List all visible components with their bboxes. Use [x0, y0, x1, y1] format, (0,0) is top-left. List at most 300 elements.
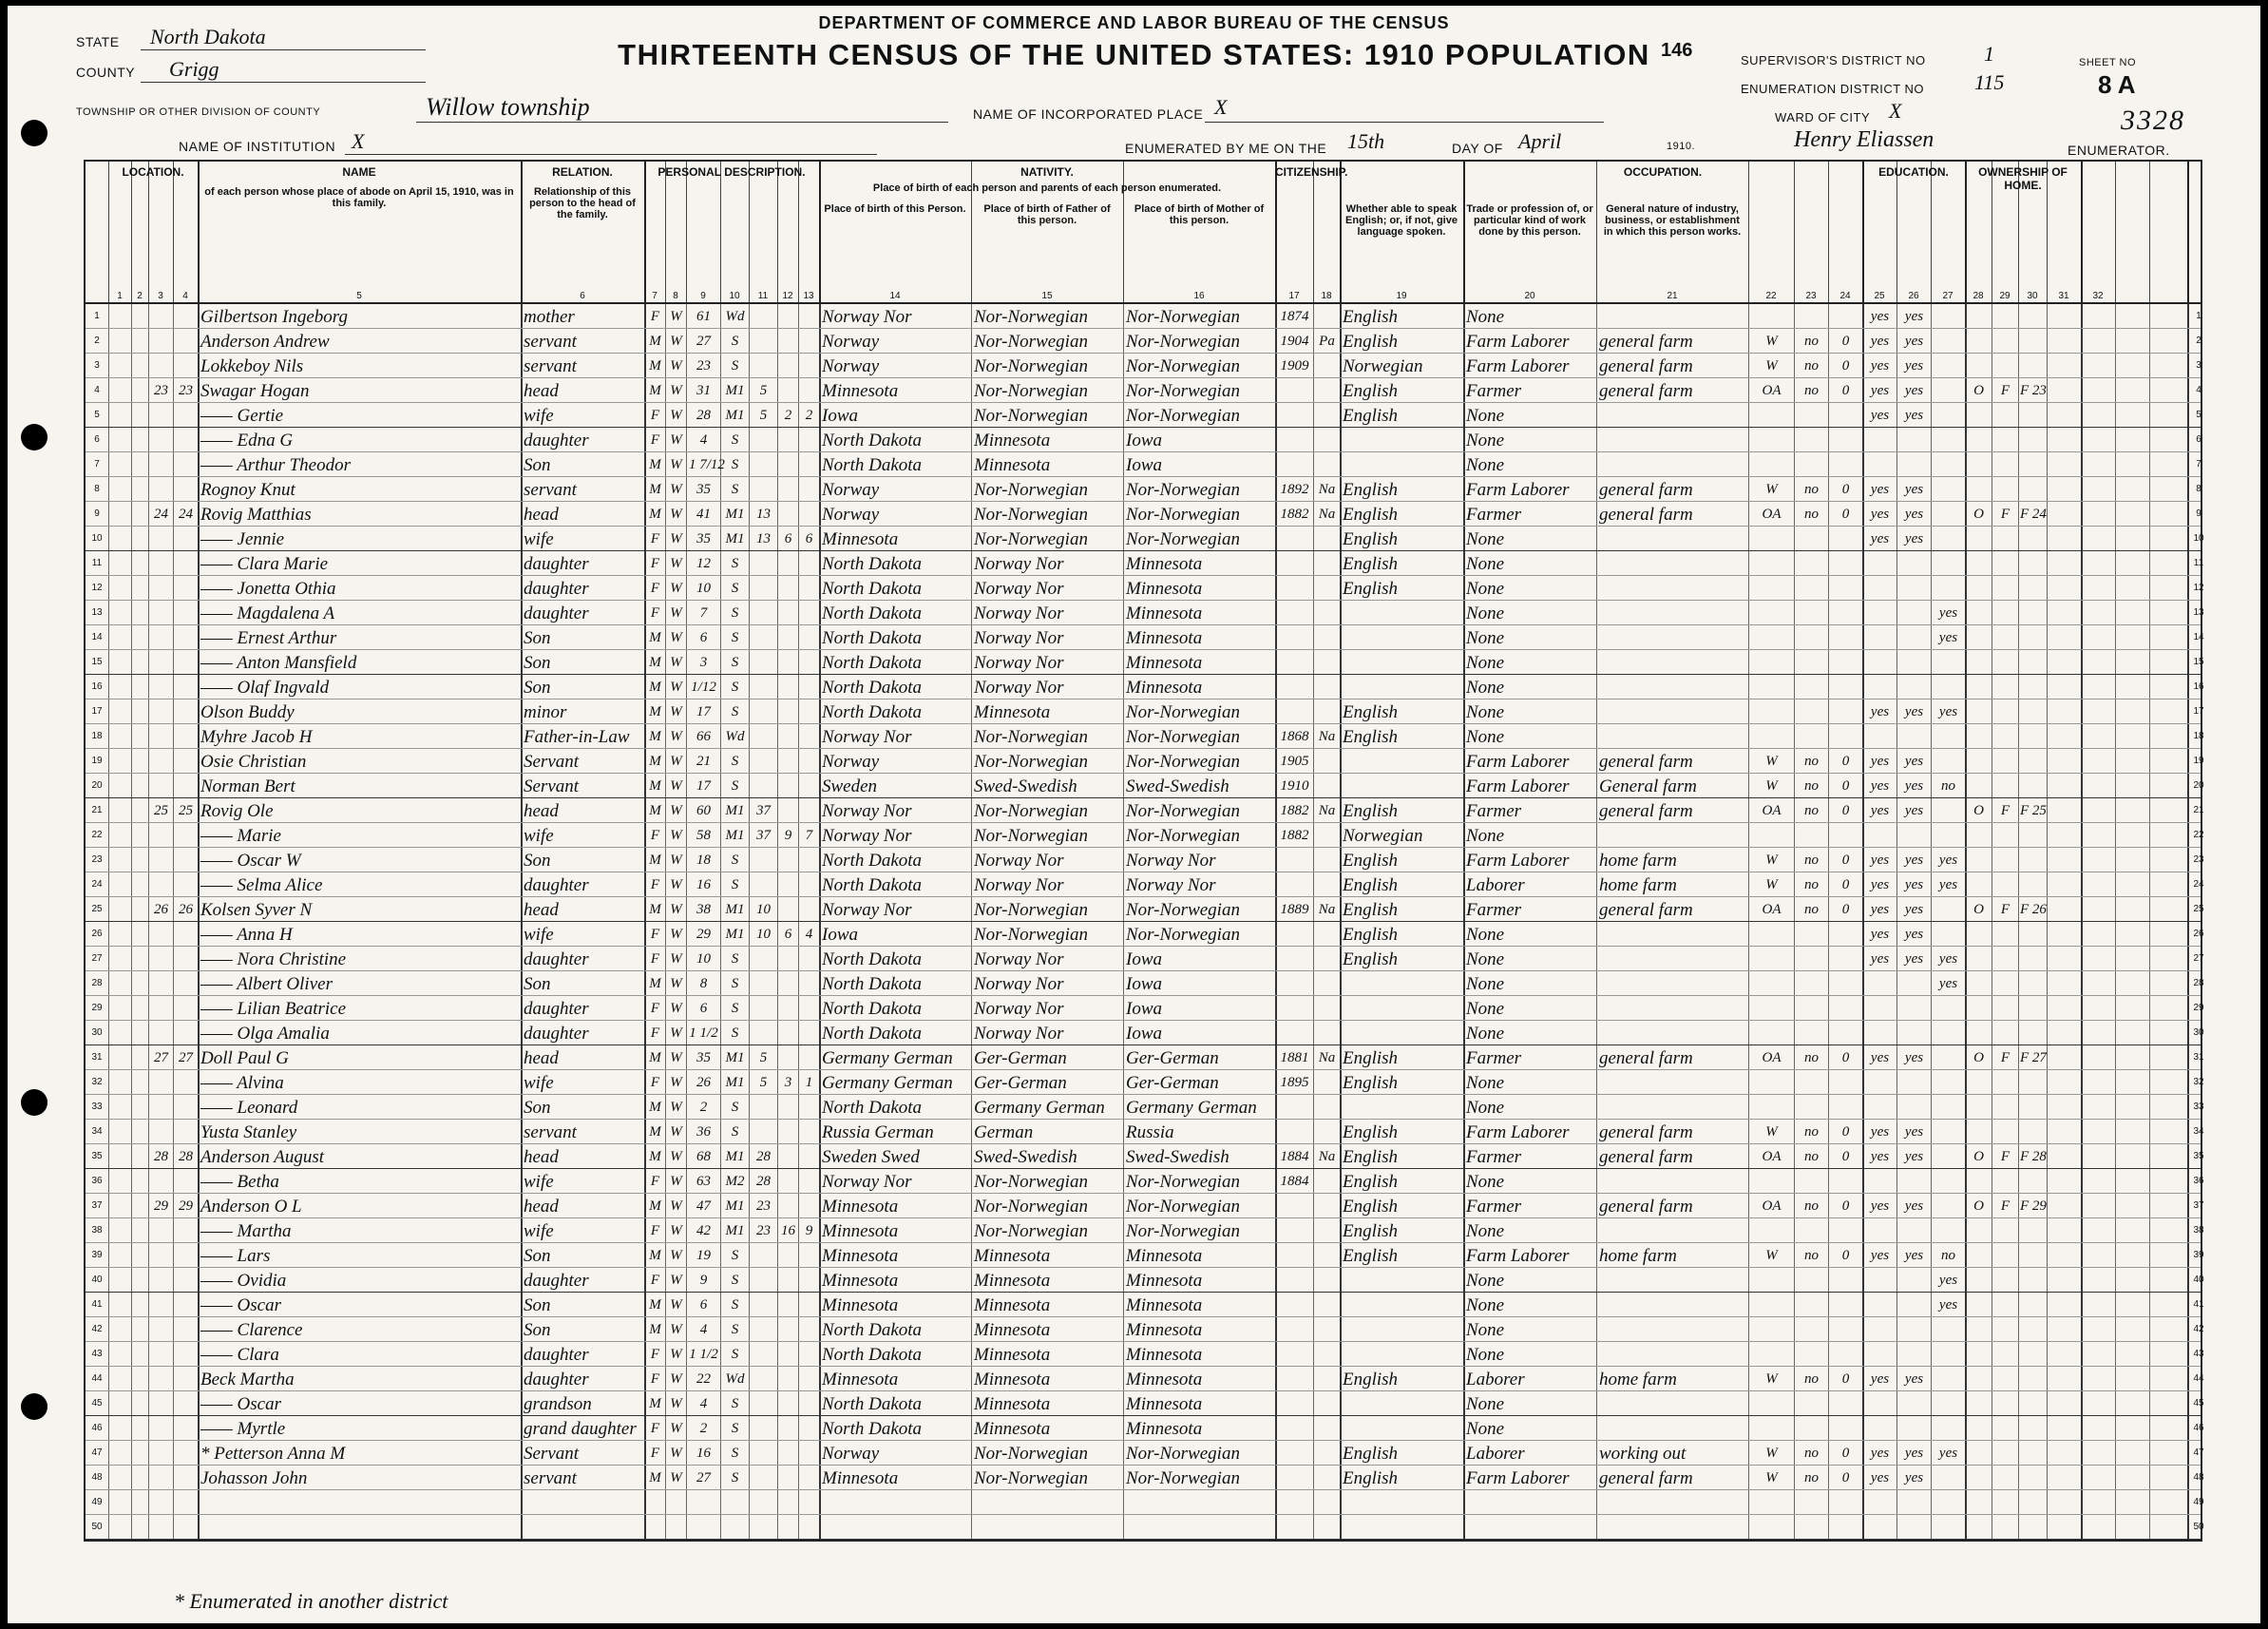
- cell-divider: [148, 378, 149, 402]
- cell-born: 16: [781, 1223, 795, 1238]
- cell-divider: [148, 354, 149, 377]
- cell-divider: [198, 428, 200, 451]
- cell-divider: [521, 551, 523, 575]
- cell-divider: [108, 576, 109, 600]
- cell-wks: 0: [1841, 877, 1850, 892]
- cell-divider: [1313, 971, 1314, 995]
- cell-divider: [798, 502, 799, 526]
- cell-divider: [2018, 922, 2019, 946]
- cell-divider: [1965, 403, 1967, 427]
- table-row: [86, 1391, 2204, 1416]
- cell-divider: [1748, 650, 1749, 674]
- county-value: Grigg: [169, 57, 219, 81]
- cell-name: —— Martha: [200, 1221, 292, 1241]
- cell-divider: [1862, 1045, 1864, 1069]
- cell-fm: F: [2000, 1198, 2011, 1214]
- cell-divider: [665, 872, 666, 896]
- cell-divider: [1965, 872, 1967, 896]
- cell-sex: F: [650, 828, 660, 843]
- cell-divider: [521, 625, 523, 649]
- cell-mbp: Nor-Norwegian: [1126, 480, 1240, 500]
- table-row: [86, 749, 2204, 774]
- cell-emp: OA: [1762, 1198, 1782, 1214]
- cell-mbp: Norway Nor: [1126, 851, 1216, 871]
- cell-divider: [1931, 576, 1932, 600]
- cell-divider: [1463, 428, 1465, 451]
- cell-divider: [1862, 551, 1864, 575]
- census-title: THIRTEENTH CENSUS OF THE UNITED STATES: 1910 POPULATION: [618, 38, 1650, 71]
- cell-ms: S: [731, 754, 739, 769]
- cell-divider: [173, 502, 174, 526]
- cell-bp: Minnesota: [822, 1271, 899, 1291]
- cell-yrs: 10: [756, 902, 771, 917]
- cell-divider: [665, 971, 666, 995]
- cell-divider: [1748, 1515, 1749, 1539]
- cell-divider: [1275, 428, 1277, 451]
- cell-name: —— Edna G: [200, 431, 294, 450]
- cell-wks: 0: [1841, 358, 1850, 374]
- cell-born: 2: [784, 408, 792, 423]
- cell-fbp: Minnesota: [974, 1370, 1051, 1389]
- column-divider: [198, 162, 200, 302]
- cell-divider: [1748, 798, 1749, 822]
- line-number: 35: [91, 1151, 103, 1161]
- cell-divider: [148, 452, 149, 476]
- cell-ms: S: [731, 976, 739, 991]
- cell-ms: Wd: [725, 729, 745, 744]
- cell-divider: [148, 477, 149, 501]
- cell-divider: [198, 922, 200, 946]
- cell-divider: [2081, 1466, 2083, 1489]
- cell-race: W: [670, 680, 682, 695]
- cell-divider: [1794, 1045, 1795, 1069]
- cell-divider: [686, 1416, 687, 1440]
- cell-race: W: [670, 1100, 682, 1115]
- cell-divider: [1896, 1293, 1897, 1316]
- cell-divider: [1275, 1317, 1277, 1341]
- cell-read: yes: [1870, 383, 1890, 398]
- cell-divider: [777, 798, 778, 822]
- cell-divider: [1931, 675, 1932, 699]
- cell-divider: [665, 996, 666, 1020]
- cell-divider: [819, 700, 821, 723]
- cell-mbp: Minnesota: [1126, 1345, 1203, 1365]
- cell-ind: General farm: [1599, 776, 1697, 796]
- cell-fbp: Nor-Norwegian: [974, 826, 1088, 846]
- cell-divider: [665, 700, 666, 723]
- cell-divider: [521, 1120, 523, 1143]
- cell-sch: yes: [1938, 704, 1958, 719]
- cell-divider: [1862, 1293, 1864, 1316]
- cell-divider: [148, 576, 149, 600]
- cell-yrs: 28: [756, 1149, 771, 1164]
- cell-ms: S: [731, 581, 739, 596]
- cell-divider: [108, 1490, 109, 1514]
- cell-yrs: 23: [756, 1223, 771, 1238]
- cell-divider: [1313, 378, 1314, 402]
- cell-divider: [1794, 1490, 1795, 1514]
- cell-name: Rovig Matthias: [200, 505, 312, 525]
- line-number: 35: [2193, 1151, 2204, 1161]
- cell-divider: [777, 1218, 778, 1242]
- cell-rel: wife: [524, 1221, 554, 1241]
- cell-divider: [521, 354, 523, 377]
- supervisor-label: SUPERVISOR'S DISTRICT NO: [1741, 53, 1926, 67]
- cell-divider: [1313, 1095, 1314, 1119]
- cell-divider: [198, 1317, 200, 1341]
- cell-divider: [2149, 1342, 2150, 1366]
- line-number: 13: [91, 607, 103, 618]
- cell-divider: [131, 329, 132, 353]
- cell-divider: [720, 477, 721, 501]
- cell-divider: [2047, 823, 2048, 847]
- cell-divider: [2149, 1490, 2150, 1514]
- cell-fbp: Nor-Norwegian: [974, 406, 1088, 426]
- column-divider: [131, 162, 132, 302]
- cell-divider: [644, 1218, 646, 1242]
- cell-divider: [1123, 1144, 1124, 1168]
- cell-divider: [971, 625, 972, 649]
- cell-divider: [665, 502, 666, 526]
- enumerated-label: ENUMERATED BY ME ON THE: [1125, 141, 1327, 156]
- cell-ms: S: [731, 704, 739, 719]
- cell-divider: [665, 1342, 666, 1366]
- table-row: [86, 1293, 2204, 1317]
- cell-divider: [1965, 774, 1967, 797]
- cell-divider: [644, 872, 646, 896]
- cell-divider: [2047, 1466, 2048, 1489]
- cell-divider: [686, 329, 687, 353]
- table-row: [86, 378, 2201, 403]
- cell-divider: [1931, 1466, 1932, 1489]
- cell-divider: [1965, 1070, 1967, 1094]
- table-row: [86, 1095, 2204, 1120]
- cell-divider: [1463, 1095, 1465, 1119]
- cell-divider: [1748, 1293, 1749, 1316]
- cell-write: yes: [1904, 1371, 1924, 1387]
- line-number: 20: [91, 780, 103, 791]
- cell-divider: [131, 1169, 132, 1193]
- cell-fm: F: [2000, 1050, 2011, 1065]
- cell-divider: [173, 1317, 174, 1341]
- cell-divider: [971, 1441, 972, 1465]
- cell-wks: 0: [1841, 1248, 1850, 1263]
- cell-dw: 23: [154, 383, 168, 398]
- cell-divider: [1275, 1342, 1277, 1366]
- cell-divider: [665, 1045, 666, 1069]
- cell-race: W: [670, 556, 682, 571]
- sheet-code: 146: [1661, 40, 1693, 61]
- cell-divider: [720, 1416, 721, 1440]
- cell-divider: [198, 971, 200, 995]
- cell-divider: [819, 1293, 821, 1316]
- cell-sex: F: [650, 1347, 660, 1362]
- cell-divider: [108, 724, 109, 748]
- cell-divider: [2018, 1416, 2019, 1440]
- cell-divider: [1794, 403, 1795, 427]
- cell-divider: [819, 1169, 821, 1193]
- cell-divider: [1123, 700, 1124, 723]
- cell-divider: [173, 1095, 174, 1119]
- cell-divider: [1965, 798, 1967, 822]
- cell-divider: [2115, 354, 2116, 377]
- cell-divider: [971, 798, 972, 822]
- cell-divider: [1931, 823, 1932, 847]
- cell-bp: Minnesota: [822, 1295, 899, 1315]
- cell-divider: [1931, 774, 1932, 797]
- cell-divider: [1828, 354, 1829, 377]
- cell-divider: [1748, 700, 1749, 723]
- cell-wks: 0: [1841, 383, 1850, 398]
- cell-divider: [1340, 650, 1342, 674]
- cell-divider: [686, 576, 687, 600]
- cell-fm: F: [2000, 1149, 2011, 1164]
- cell-divider: [131, 304, 132, 328]
- cell-divider: [1828, 1218, 1829, 1242]
- cell-divider: [644, 798, 646, 822]
- cell-divider: [1123, 749, 1124, 773]
- cell-divider: [1463, 1342, 1465, 1366]
- cell-age: 61: [696, 309, 711, 324]
- cell-bp: North Dakota: [822, 999, 923, 1019]
- cell-divider: [1931, 1218, 1932, 1242]
- cell-divider: [521, 527, 523, 550]
- cell-divider: [1275, 1441, 1277, 1465]
- cell-unemp: no: [1804, 1124, 1819, 1140]
- cell-divider: [1794, 872, 1795, 896]
- cell-divider: [1596, 996, 1597, 1020]
- stamp-number: 3328: [2121, 105, 2185, 136]
- line-number: 1: [2196, 311, 2201, 321]
- relation-heading: RELATION.: [552, 165, 613, 179]
- cell-bp: North Dakota: [822, 702, 923, 722]
- cell-divider: [777, 527, 778, 550]
- cell-divider: [686, 947, 687, 970]
- cell-age: 26: [696, 1075, 711, 1090]
- cell-ms: S: [731, 630, 739, 645]
- cell-divider: [1965, 625, 1967, 649]
- cell-occ: None: [1466, 579, 1505, 599]
- cell-read: yes: [1870, 358, 1890, 374]
- cell-divider: [521, 650, 523, 674]
- cell-lang: English: [1343, 1197, 1399, 1217]
- cell-bp: Iowa: [822, 406, 858, 426]
- cell-divider: [1828, 798, 1829, 822]
- cell-divider: [1931, 749, 1932, 773]
- cell-ind: general farm: [1599, 1122, 1693, 1142]
- cell-divider: [749, 1218, 750, 1242]
- cell-divider: [720, 798, 721, 822]
- cell-age: 29: [696, 927, 711, 942]
- cell-divider: [198, 1194, 200, 1217]
- cell-mbp: Nor-Norwegian: [1126, 752, 1240, 772]
- cell-divider: [1596, 1120, 1597, 1143]
- cell-divider: [1862, 724, 1864, 748]
- cell-divider: [1794, 1391, 1795, 1415]
- cell-divider: [131, 823, 132, 847]
- cell-name: —— Oscar W: [200, 851, 301, 871]
- cell-read: yes: [1870, 778, 1890, 794]
- cell-divider: [1340, 1317, 1342, 1341]
- cell-divider: [173, 452, 174, 476]
- cell-sex: F: [650, 877, 660, 892]
- footnote: * Enumerated in another district: [174, 1589, 448, 1613]
- cell-divider: [148, 1441, 149, 1465]
- cell-divider: [2081, 749, 2083, 773]
- cell-divider: [1313, 1194, 1314, 1217]
- cell-divider: [1275, 774, 1277, 797]
- cell-divider: [1596, 1144, 1597, 1168]
- cell-divider: [1596, 1194, 1597, 1217]
- cell-bp: North Dakota: [822, 653, 923, 673]
- cell-divider: [148, 947, 149, 970]
- cell-divider: [1596, 1095, 1597, 1119]
- cell-divider: [644, 1515, 646, 1539]
- cell-divider: [148, 1045, 149, 1069]
- cell-divider: [665, 650, 666, 674]
- cell-divider: [1340, 1367, 1342, 1390]
- cell-divider: [521, 477, 523, 501]
- cell-race: W: [670, 828, 682, 843]
- cell-divider: [1965, 823, 1967, 847]
- cell-divider: [2081, 1268, 2083, 1292]
- cell-divider: [1463, 1317, 1465, 1341]
- cell-divider: [819, 1466, 821, 1489]
- cell-divider: [1828, 947, 1829, 970]
- cell-divider: [644, 403, 646, 427]
- cell-occ: None: [1466, 628, 1505, 648]
- cell-divider: [686, 1268, 687, 1292]
- cell-divider: [2115, 1293, 2116, 1316]
- cell-divider: [173, 527, 174, 550]
- cell-divider: [2018, 1218, 2019, 1242]
- cell-divider: [749, 576, 750, 600]
- cell-divider: [1862, 1342, 1864, 1366]
- cell-divider: [1862, 576, 1864, 600]
- cell-race: W: [670, 1347, 682, 1362]
- cell-divider: [1596, 1317, 1597, 1341]
- cell-divider: [2018, 1466, 2019, 1489]
- cell-age: 41: [696, 507, 711, 522]
- cell-divider: [1275, 848, 1277, 872]
- cell-divider: [819, 1243, 821, 1267]
- table-row: [86, 1243, 2204, 1268]
- cell-divider: [1463, 1243, 1465, 1267]
- cell-divider: [1313, 823, 1314, 847]
- cell-divider: [798, 1045, 799, 1069]
- cell-divider: [686, 1342, 687, 1366]
- cell-divider: [1275, 304, 1277, 328]
- line-number: 19: [2193, 756, 2204, 766]
- cell-emp: OA: [1762, 507, 1782, 522]
- cell-nat: Na: [1318, 1050, 1336, 1065]
- cell-rel: servant: [524, 356, 577, 376]
- column-divider: [173, 162, 174, 302]
- cell-bp: Norway Nor: [822, 727, 912, 747]
- cell-divider: [1896, 354, 1897, 377]
- column-divider: [521, 162, 523, 302]
- cell-read: yes: [1870, 853, 1890, 868]
- cell-divider: [521, 1194, 523, 1217]
- cell-divider: [749, 996, 750, 1020]
- cell-ind: general farm: [1599, 752, 1693, 772]
- cell-divider: [1123, 452, 1124, 476]
- cell-divider: [720, 1095, 721, 1119]
- cell-sch: yes: [1938, 630, 1958, 645]
- cell-divider: [2115, 1021, 2116, 1044]
- cell-fbp: Nor-Norwegian: [974, 925, 1088, 945]
- cell-divider: [1896, 502, 1897, 526]
- cell-read: yes: [1870, 927, 1890, 942]
- cell-rel: daughter: [524, 1345, 589, 1365]
- cell-divider: [2081, 601, 2083, 624]
- line-number: 7: [94, 459, 100, 470]
- cell-divider: [686, 378, 687, 402]
- cell-divider: [819, 502, 821, 526]
- cell-divider: [1794, 774, 1795, 797]
- cell-divider: [1931, 1045, 1932, 1069]
- cell-ms: S: [731, 877, 739, 892]
- column-number: 29: [1999, 291, 2011, 301]
- cell-lang: English: [1343, 480, 1399, 500]
- cell-mbp: Nor-Norwegian: [1126, 900, 1240, 920]
- cell-divider: [1340, 848, 1342, 872]
- cell-divider: [2047, 996, 2048, 1020]
- cell-bp: Norway: [822, 752, 880, 772]
- cell-divider: [131, 947, 132, 970]
- cell-sex: F: [650, 531, 660, 546]
- cell-occ: None: [1466, 554, 1505, 574]
- cell-wks: 0: [1841, 507, 1850, 522]
- cell-name: Swagar Hogan: [200, 381, 310, 401]
- cell-divider: [1862, 1095, 1864, 1119]
- cell-divider: [173, 1367, 174, 1390]
- cell-divider: [2047, 551, 2048, 575]
- column-divider: [1828, 162, 1829, 302]
- cell-divider: [1340, 527, 1342, 550]
- township-label: TOWNSHIP OR OTHER DIVISION OF COUNTY: [76, 106, 321, 118]
- cell-divider: [521, 1317, 523, 1341]
- cell-divider: [1275, 947, 1277, 970]
- table-row: [86, 971, 2204, 996]
- cell-divider: [1463, 700, 1465, 723]
- cell-divider: [1965, 971, 1967, 995]
- cell-name: —— Oscar: [200, 1394, 281, 1414]
- cell-occ: None: [1466, 1345, 1505, 1365]
- cell-divider: [1340, 922, 1342, 946]
- cell-yrs: 13: [756, 531, 771, 546]
- cell-divider: [1896, 329, 1897, 353]
- cell-divider: [2047, 1095, 2048, 1119]
- cell-divider: [173, 354, 174, 377]
- cell-divider: [521, 428, 523, 451]
- cell-rel: Son: [524, 1246, 551, 1266]
- cell-sex: M: [649, 1050, 661, 1065]
- cell-divider: [148, 428, 149, 451]
- cell-divider: [131, 1317, 132, 1341]
- cell-divider: [644, 1021, 646, 1044]
- cell-divider: [971, 1169, 972, 1193]
- column-number: 19: [1396, 291, 1407, 301]
- cell-divider: [1862, 922, 1864, 946]
- cell-divider: [1340, 354, 1342, 377]
- cell-divider: [2081, 1120, 2083, 1143]
- column-divider: [819, 162, 821, 302]
- cell-divider: [2149, 1391, 2150, 1415]
- cell-divider: [1748, 1021, 1749, 1044]
- cell-divider: [644, 329, 646, 353]
- cell-imm: 1909: [1280, 358, 1309, 374]
